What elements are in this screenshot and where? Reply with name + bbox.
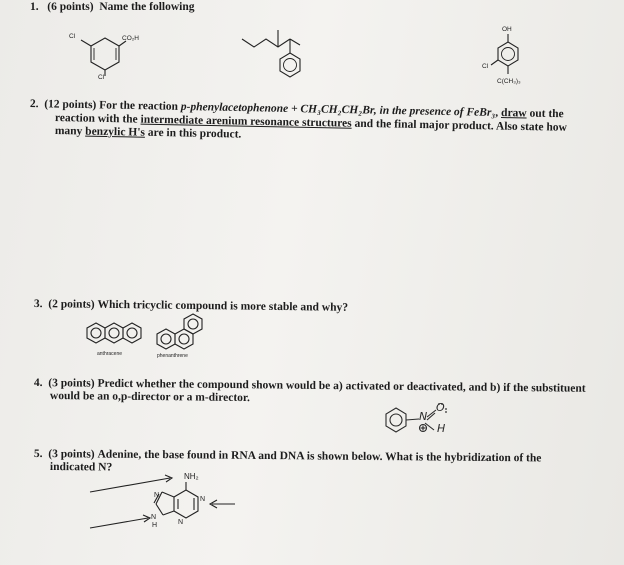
q1-mol1-acid: CO₂H [122, 35, 139, 42]
q5-points: (3 points) [48, 448, 95, 461]
q1-molecule-3-structure [478, 32, 538, 82]
phenanthrene-structure [156, 312, 206, 350]
q1-mol1-cl-bottom: Cl [98, 74, 105, 81]
adenine-nh2: NH₂ [184, 472, 199, 481]
q1-text: Name the following [99, 1, 195, 13]
q2-line2-underlined: intermediate arenium resonance structures [140, 113, 352, 130]
q5-text-1: Adenine, the base found in RNA and DNA is shown below. What is the hybridization of the [97, 448, 542, 465]
q1-points: (6 points) [47, 1, 94, 13]
q2-line3-b: are in this product. [144, 126, 242, 141]
q1-mol3-oh: OH [502, 26, 512, 33]
q2-text-b: p-phenylacetophenone + CH₃CH₂CH₂Br, in the presence of FeBr₃ [180, 100, 496, 119]
adenine-n-1: N [200, 496, 206, 503]
q3-points: (2 points) [48, 298, 95, 311]
phenanthrene-label: phenanthrene [157, 353, 188, 359]
q4-number: 4. [33, 377, 43, 390]
q1-mol3-tbu: C(CH₃)₃ [497, 78, 521, 85]
adenine-n-3: N [178, 519, 184, 526]
adenine-n-9: N [151, 514, 157, 521]
q4-hand-n: N [419, 410, 428, 423]
q2-text-c: , [495, 106, 502, 120]
q5-text-2: indicated N? [49, 461, 113, 474]
q5-number: 5. [33, 448, 43, 461]
q2-line-3 [55, 125, 242, 142]
q2-text-a: For the reaction [99, 99, 181, 113]
adenine-n-9-h: H [152, 522, 158, 529]
adenine-structure [90, 470, 260, 540]
q1-mol1-cl-top: Cl [69, 33, 76, 40]
q2-line2-b: and the final major product. Also state how [351, 117, 567, 134]
q1-number: 1. [30, 1, 39, 13]
q2-line3-a: many [54, 125, 86, 138]
q4-points: (3 points) [48, 377, 95, 390]
q2-draw: draw [500, 107, 527, 120]
q2-line2-a: reaction with the [54, 112, 141, 126]
q1-molecule-2-structure [240, 25, 330, 85]
q2-text-d: out the [526, 107, 564, 121]
q4-hand-o: O [436, 401, 445, 414]
q4-text-1: Predict whether the compound shown would be a) activated or deactivated, and b) if the substituent [97, 377, 586, 395]
adenine-n-7: N [154, 492, 160, 499]
q2-number: 2. [29, 98, 39, 111]
q2-points: (12 points) [44, 98, 97, 112]
q3-number: 3. [33, 298, 43, 311]
q3-text: Which tricyclic compound is more stable and why? [97, 298, 349, 314]
q2-line3-underlined: benzylic H's [85, 125, 146, 139]
q4-hand-h: H [437, 422, 446, 435]
anthracene-label: anthracene [97, 351, 123, 357]
anthracene-structure [86, 320, 146, 346]
q1-mol3-cl: Cl [482, 63, 489, 70]
q4-line-2 [50, 390, 250, 405]
q1-heading [30, 1, 195, 14]
q4-text-2: would be an o,p-director or a m-director. [49, 390, 250, 405]
